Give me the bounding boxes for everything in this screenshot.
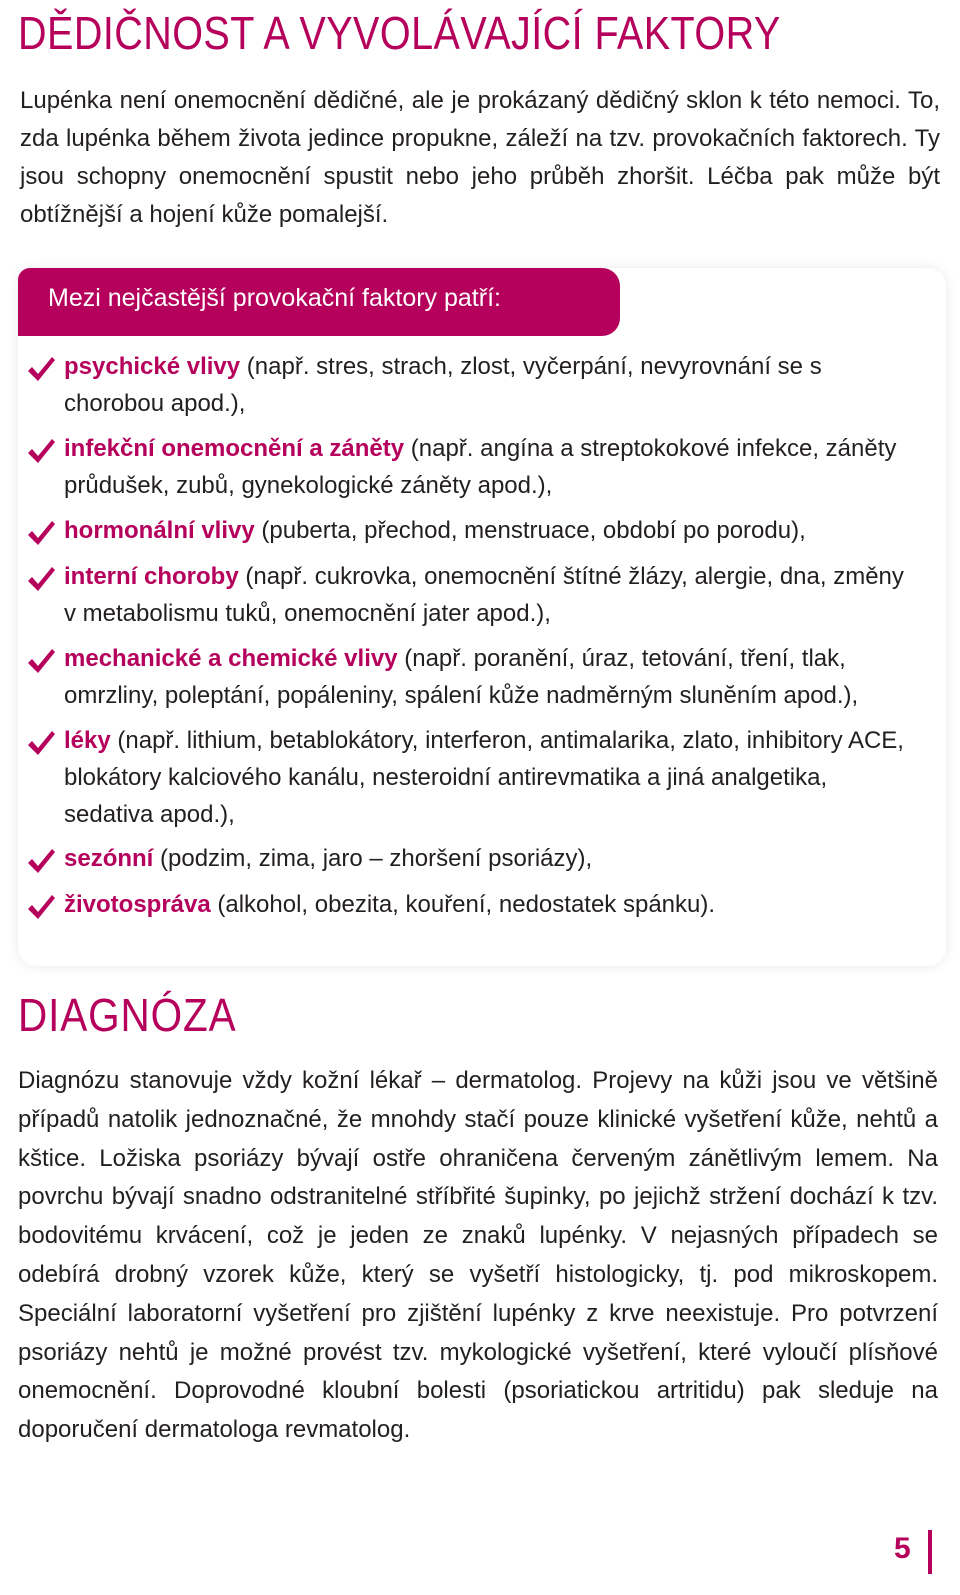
factor-term: životospráva: [64, 891, 211, 918]
factor-description: (např. lithium, betablokátory, interferon, antimalarika, zlato, inhibitory ACE, blokátory kalciového kanálu, nesteroidní antirevmatika a jiná analgetika, sedativa apod.),: [64, 727, 904, 828]
section-heading-heredity: DĚDIČNOST A VYVOLÁVAJÍCÍ FAKTORY: [18, 7, 781, 59]
factors-box-header: [18, 268, 620, 336]
section-heading-diagnosis: DIAGNÓZA: [18, 989, 237, 1041]
factor-term: sezónní: [64, 845, 154, 872]
factor-description: (např. stres, strach, zlost, vyčerpání, nevyrovnání se s chorobou apod.),: [64, 353, 822, 417]
intro-paragraph: Lupénka není onemocnění dědičné, ale je prokázaný dědičný sklon k této nemoci. To, zda lupénka během života jedince propukne, záleží na tzv. provokačních faktorech. Ty jsou schopny onemocnění spustit nebo jeho průběh zhoršit. Léčba pak může být obtížnější a hojení kůže pomalejší.: [20, 87, 940, 228]
factor-description: (např. cukrovka, onemocnění štítné žlázy, alergie, dna, změny v metabolismu tuků, onemocnění jater apod.),: [64, 563, 904, 627]
factor-description: (alkohol, obezita, kouření, nedostatek spánku).: [210, 891, 716, 918]
checkmark-icon: [26, 892, 56, 922]
checkmark-icon: [26, 846, 56, 876]
checkmark-icon: [26, 646, 56, 676]
checkmark-icon: [26, 518, 56, 548]
factor-term: psychické vlivy: [64, 353, 241, 380]
factor-description: (např. angína a streptokokové infekce, záněty průdušek, zubů, gynekologické záněty apod.),: [64, 435, 897, 499]
factors-box-title: Mezi nejčastější provokační faktory patří:: [48, 284, 501, 312]
factor-description: (podzim, zima, jaro – zhoršení psoriázy),: [153, 845, 593, 872]
factors-box: [18, 268, 946, 966]
checkmark-icon: [26, 436, 56, 466]
factor-term: léky: [64, 727, 111, 754]
page-number-bar: [928, 1530, 932, 1574]
checkmark-icon: [26, 354, 56, 384]
factor-description: (např. poranění, úraz, tetování, tření, tlak, omrzliny, poleptání, popáleniny, spálení kůže nadměrným slunĕním apod.),: [64, 645, 859, 709]
factor-term: mechanické a chemické vlivy: [64, 645, 398, 672]
page-number: 5: [894, 1532, 911, 1565]
checkmark-icon: [26, 728, 56, 758]
factor-term: infekční onemocnění a záněty: [64, 435, 405, 462]
checkmark-icon: [26, 564, 56, 594]
factor-description: (puberta, přechod, menstruace, období po porodu),: [254, 517, 806, 544]
diagnosis-paragraph: Diagnózu stanovuje vždy kožní lékař – dermatolog. Projevy na kůži jsou ve většině případů natolik jednoznačné, že mnohdy stačí pouze klinické vyšetření kůže, nehtů a kštice. Ložiska psoriázy bývají ostře ohraničena červeným zánětlivým lemem. Na povrchu bývají snadno odstranitelné stříbřité šupinky, po jejichž stržení dochází k tzv. bodovitému krvácení, což je jeden ze znaků lupénky. V nejasných případech se odebírá drobný vzorek kůže, který se vyšetří histologicky, tj. pod mikroskopem. Speciální laboratorní vyšetření pro zjištění lupénky z krve neexistuje. Pro potvrzení psoriázy nehtů je možné provést tzv. mykologické vyšetření, které vyloučí plísňové onemocnění. Doprovodné kloubní bolesti (psoriatickou artritidu) pak sleduje na doporučení dermatologa revmatolog.: [18, 1067, 938, 1444]
factor-term: hormonální vlivy: [64, 517, 255, 544]
factor-term: interní choroby: [64, 563, 239, 590]
